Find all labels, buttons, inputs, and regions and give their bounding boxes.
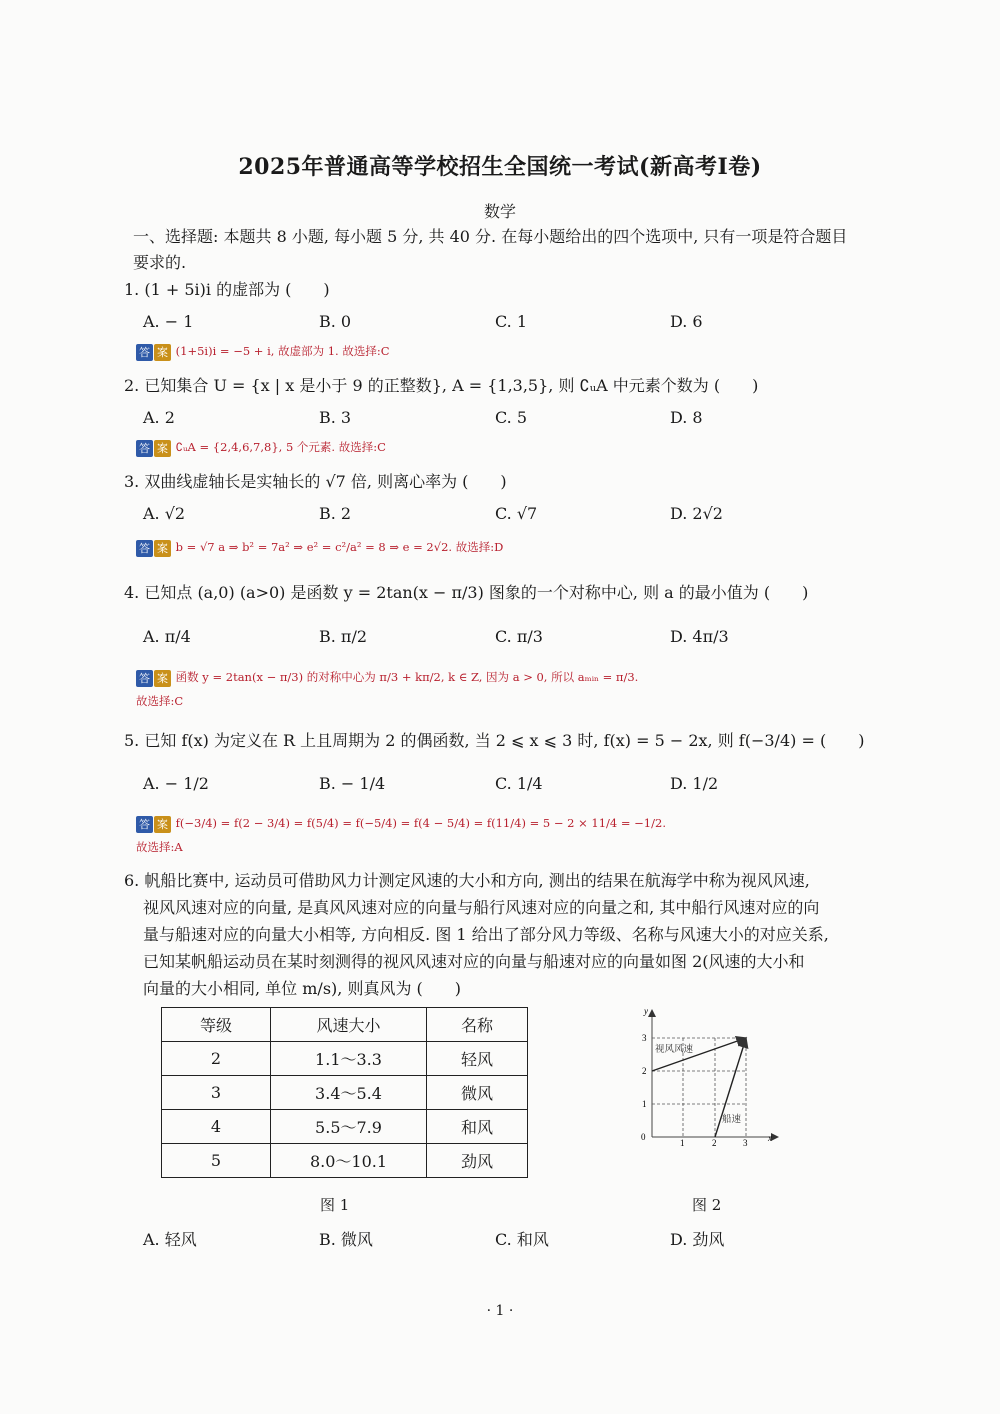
q3-answer — [136, 538, 503, 557]
page-number: · 1 · — [486, 1303, 514, 1319]
q4-answer — [136, 668, 638, 687]
q5-option-a: A. − 1/2 — [143, 774, 209, 793]
question-6-stem-line1: 6. 帆船比赛中, 运动员可借助风力计测定风速的大小和方向, 测出的结果在航海学中称为视风风速, — [124, 871, 810, 890]
question-4-stem: 4. 已知点 (a,0) (a>0) 是函数 y = 2tan(x − π/3) 图象的一个对称中心, 则 a 的最小值为 ( ) — [124, 583, 809, 602]
question-1-stem: 1. (1 + 5i)i 的虚部为 ( ) — [124, 280, 330, 299]
table-cell: 劲风 — [427, 1144, 528, 1178]
q5-answer-text: f(−3/4) = f(2 − 3/4) = f(5/4) = f(−5/4) = f(4 − 5/4) = f(11/4) = 5 − 2 × 11/4 = −1/2. — [175, 816, 666, 830]
answer-badge-icon: 案 — [154, 344, 171, 361]
table-cell: 5.5～7.9 — [271, 1110, 427, 1144]
q1-option-b: B. 0 — [319, 312, 352, 331]
wind-scale-table — [161, 1007, 528, 1178]
y-tick-label: 3 — [642, 1033, 647, 1043]
question-3-stem: 3. 双曲线虚轴长是实轴长的 √7 倍, 则离心率为 ( ) — [124, 472, 507, 491]
table-row — [162, 1042, 528, 1076]
x-axis-label: x — [768, 1133, 772, 1143]
figure-2-vector-diagram — [630, 1000, 790, 1160]
question-6-stem-line3: 量与船速对应的向量大小相等, 方向相反. 图 1 给出了部分风力等级、名称与风速大小的对应关系, — [143, 925, 829, 944]
answer-badge-icon: 案 — [154, 670, 171, 687]
answer-badge-icon: 案 — [154, 440, 171, 457]
figure-1-caption: 图 1 — [320, 1196, 350, 1214]
exam-title: 2025年普通高等学校招生全国统一考试(新高考I卷) — [238, 154, 762, 180]
q4-option-a: A. π/4 — [143, 627, 191, 646]
q2-option-b: B. 3 — [319, 408, 352, 427]
table-header: 名称 — [427, 1008, 528, 1042]
x-tick-label: 2 — [712, 1138, 717, 1148]
q6-option-d: D. 劲风 — [670, 1230, 725, 1249]
table-row — [162, 1076, 528, 1110]
table-cell: 8.0～10.1 — [271, 1144, 427, 1178]
answer-badge-icon: 案 — [154, 540, 171, 557]
question-6-stem-line5: 向量的大小相同, 单位 m/s), 则真风为 ( ) — [143, 979, 462, 998]
q4-option-b: B. π/2 — [319, 627, 368, 646]
q2-option-d: D. 8 — [670, 408, 703, 427]
q1-answer — [136, 342, 390, 361]
q1-option-d: D. 6 — [670, 312, 703, 331]
q6-option-a: A. 轻风 — [143, 1230, 197, 1249]
q5-answer — [136, 814, 666, 833]
q4-answer-conclusion: 故选择:C — [136, 694, 184, 708]
answer-badge-icon: 案 — [154, 816, 171, 833]
question-6-stem-line4: 已知某帆船运动员在某时刻测得的视风风速对应的向量与船速对应的向量如图 2(风速的大小和 — [143, 952, 805, 971]
y-tick-label: 1 — [642, 1099, 647, 1109]
q4-option-c: C. π/3 — [495, 627, 543, 646]
q1-answer-text: (1+5i)i = −5 + i, 故虚部为 1. 故选择:C — [175, 344, 390, 358]
q4-answer-text: 函数 y = 2tan(x − π/3) 的对称中心为 π/3 + kπ/2, k ∈ Z, 因为 a > 0, 所以 aₘᵢₙ = π/3. — [175, 670, 639, 684]
answer-badge-icon: 答 — [136, 816, 153, 833]
table-header: 等级 — [162, 1008, 271, 1042]
table-row — [162, 1110, 528, 1144]
table-row — [162, 1144, 528, 1178]
apparent-wind-label: 视风风速 — [655, 1044, 694, 1055]
question-5-stem: 5. 已知 f(x) 为定义在 R 上且周期为 2 的偶函数, 当 2 ⩽ x ⩽ 3 时, f(x) = 5 − 2x, 则 f(−3/4) = ( ) — [124, 731, 865, 750]
q1-option-c: C. 1 — [495, 312, 528, 331]
table-header-row — [162, 1008, 528, 1042]
q5-option-d: D. 1/2 — [670, 774, 719, 793]
boat-speed-label: 船速 — [722, 1114, 742, 1125]
q3-option-a: A. √2 — [143, 504, 186, 523]
table-cell: 3.4～5.4 — [271, 1076, 427, 1110]
answer-badge-icon: 答 — [136, 344, 153, 361]
answer-badge-icon: 答 — [136, 670, 153, 687]
q6-option-c: C. 和风 — [495, 1230, 549, 1249]
q5-answer-conclusion: 故选择:A — [136, 840, 183, 854]
x-tick-label: 0 — [641, 1132, 646, 1142]
question-6-stem-line2: 视风风速对应的向量, 是真风风速对应的向量与船行风速对应的向量之和, 其中船行风速对应的向 — [143, 898, 820, 917]
q3-answer-text: b = √7 a ⇒ b² = 7a² ⇒ e² = c²/a² = 8 ⇒ e = 2√2. 故选择:D — [175, 540, 504, 554]
y-axis-label: y — [644, 1006, 648, 1016]
table-cell: 微风 — [427, 1076, 528, 1110]
q2-answer — [136, 438, 386, 457]
q5-option-b: B. − 1/4 — [319, 774, 386, 793]
subject-label: 数学 — [483, 202, 516, 221]
q2-option-c: C. 5 — [495, 408, 528, 427]
q5-option-c: C. 1/4 — [495, 774, 543, 793]
table-header: 风速大小 — [271, 1008, 427, 1042]
question-2-stem: 2. 已知集合 U = {x | x 是小于 9 的正整数}, A = {1,3,5}, 则 ∁ᵤA 中元素个数为 ( ) — [124, 376, 759, 395]
figure-2-caption: 图 2 — [692, 1196, 722, 1214]
q4-option-d: D. 4π/3 — [670, 627, 729, 646]
x-tick-label: 1 — [680, 1138, 685, 1148]
q3-option-b: B. 2 — [319, 504, 352, 523]
table-cell: 4 — [162, 1110, 271, 1144]
q3-option-d: D. 2√2 — [670, 504, 723, 523]
section-instructions-line2: 要求的. — [133, 253, 187, 272]
table-cell: 和风 — [427, 1110, 528, 1144]
section-instructions-line1: 一、选择题: 本题共 8 小题, 每小题 5 分, 共 40 分. 在每小题给出的四个选项中, 只有一项是符合题目 — [133, 227, 848, 246]
q2-answer-text: ∁ᵤA = {2,4,6,7,8}, 5 个元素. 故选择:C — [175, 440, 386, 454]
x-tick-label: 3 — [743, 1138, 748, 1148]
table-cell: 5 — [162, 1144, 271, 1178]
q6-option-b: B. 微风 — [319, 1230, 373, 1249]
table-cell: 轻风 — [427, 1042, 528, 1076]
table-cell: 2 — [162, 1042, 271, 1076]
q3-option-c: C. √7 — [495, 504, 538, 523]
y-tick-label: 2 — [642, 1066, 647, 1076]
answer-badge-icon: 答 — [136, 540, 153, 557]
table-cell: 1.1～3.3 — [271, 1042, 427, 1076]
q2-option-a: A. 2 — [143, 408, 175, 427]
table-cell: 3 — [162, 1076, 271, 1110]
answer-badge-icon: 答 — [136, 440, 153, 457]
q1-option-a: A. − 1 — [143, 312, 194, 331]
